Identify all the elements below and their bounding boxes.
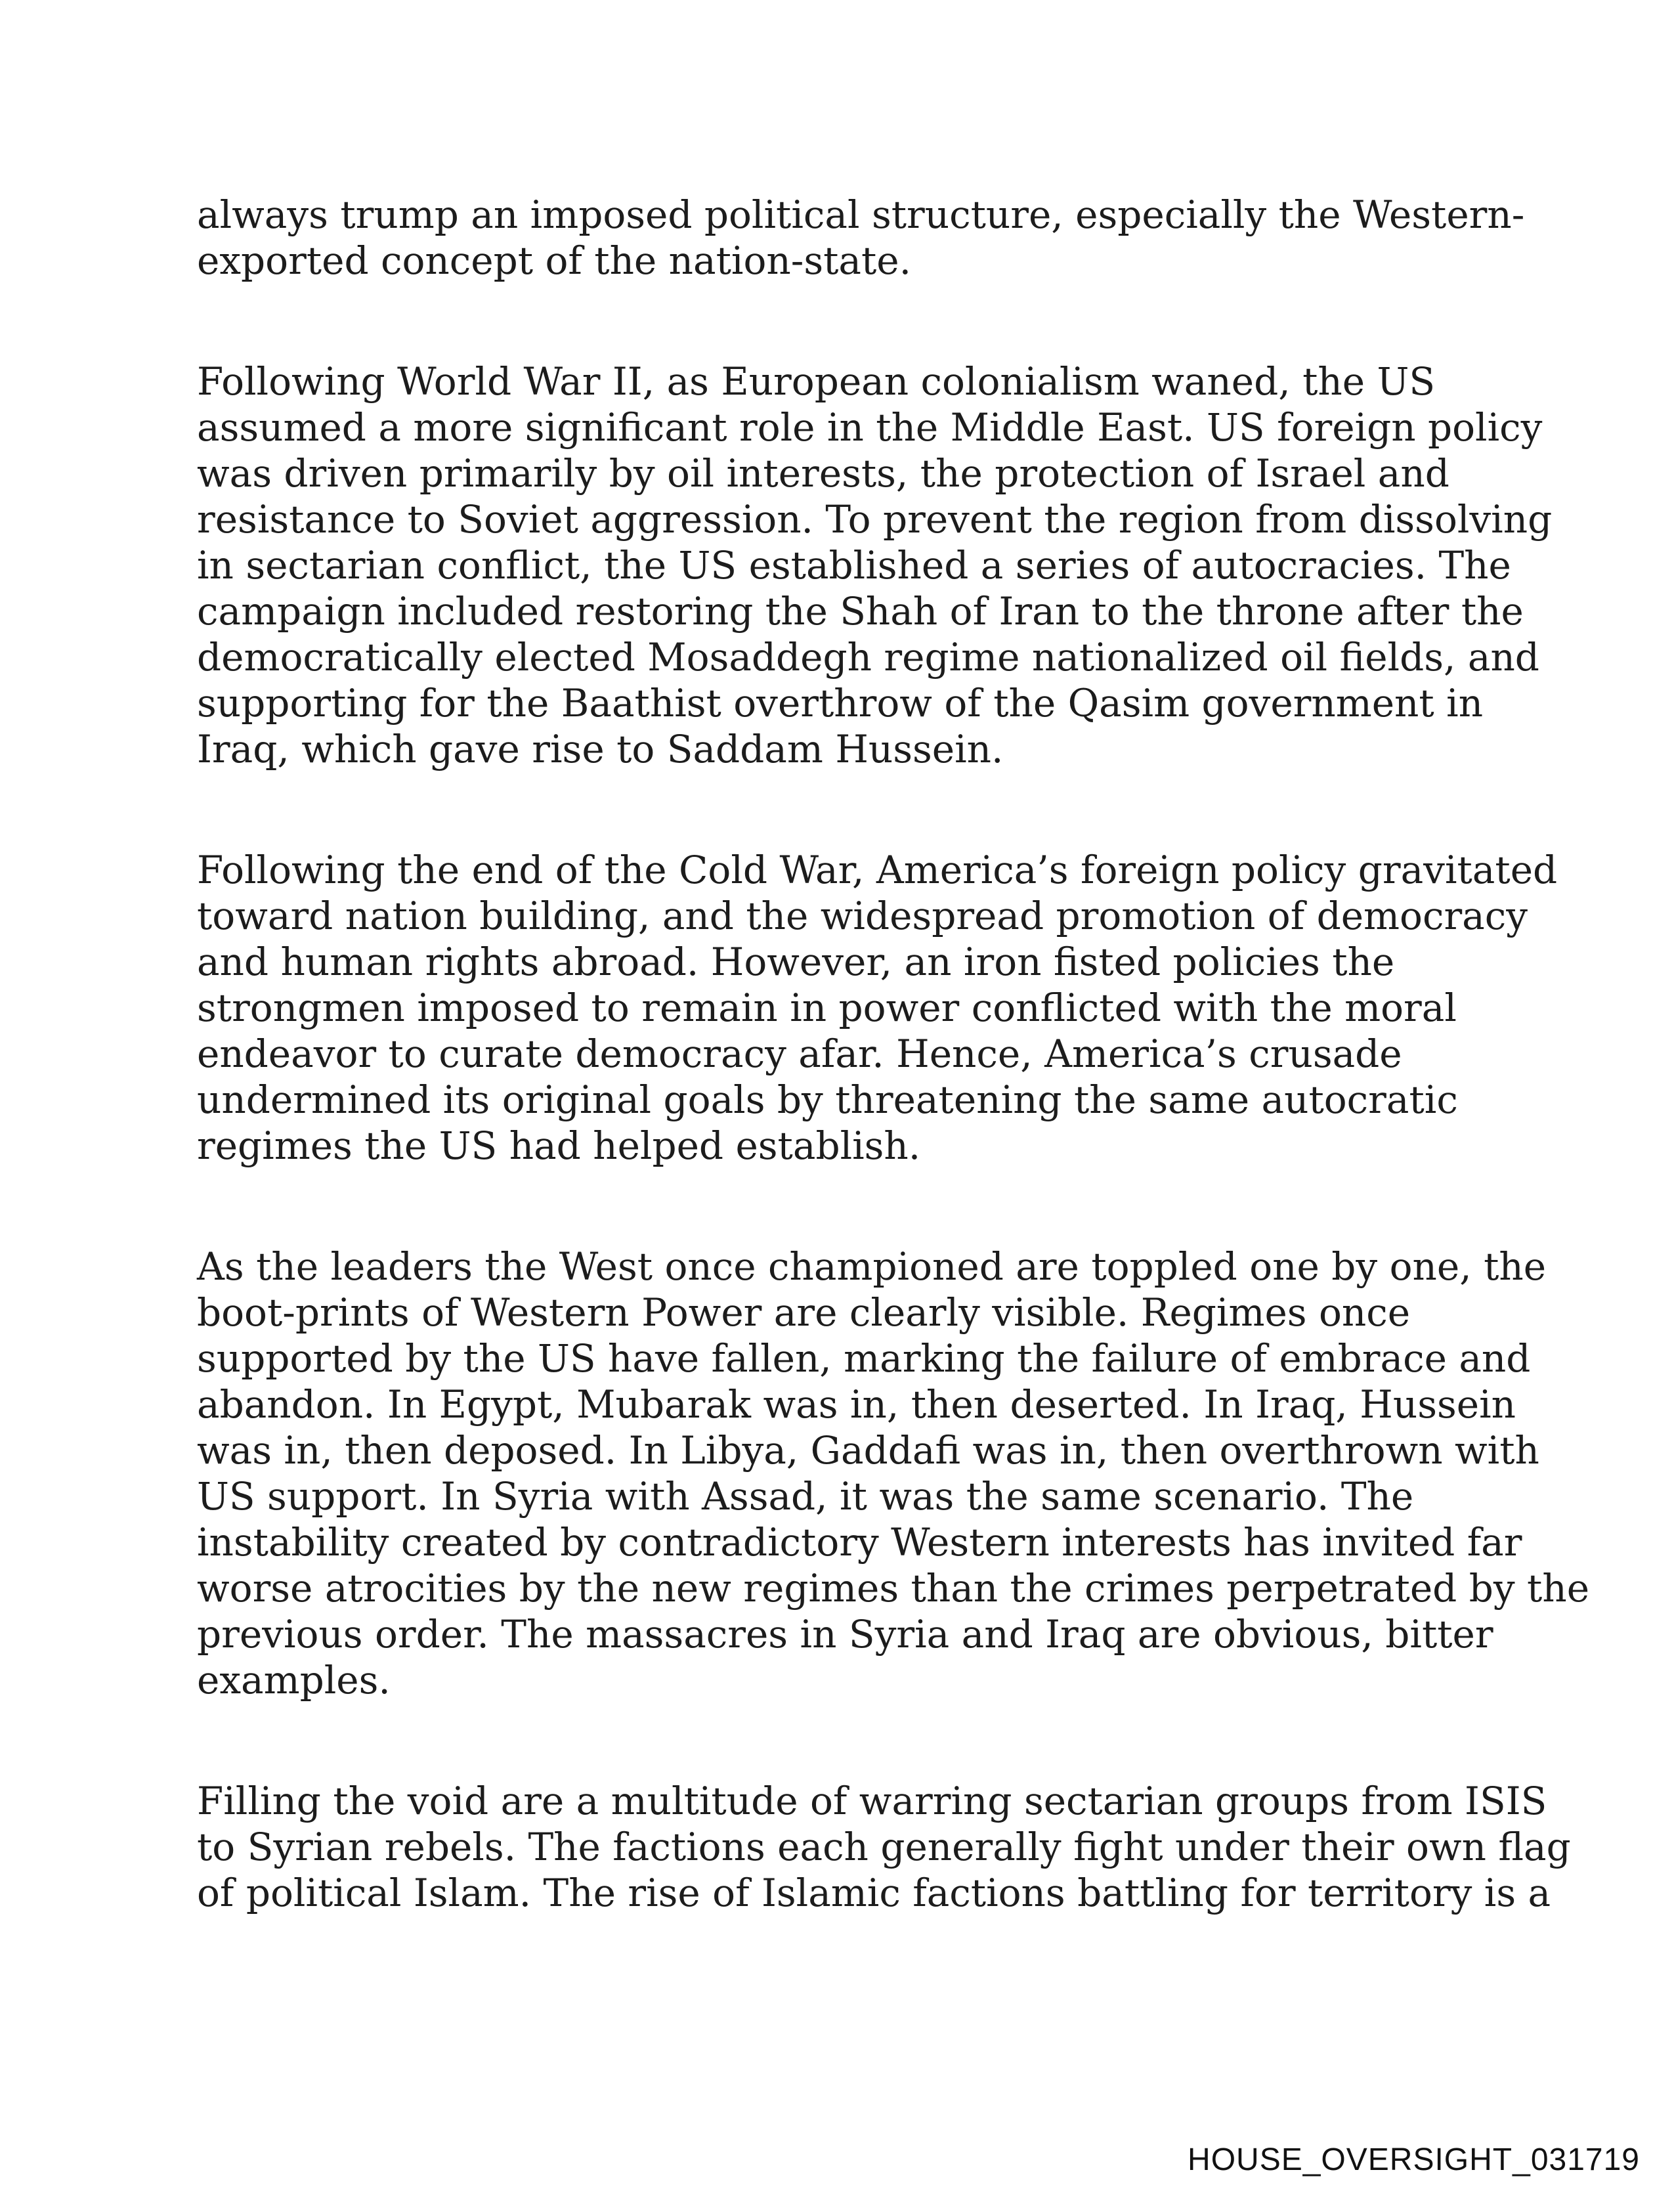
- paragraph-2: [197, 358, 1553, 772]
- text-line: US support. In Syria with Assad, it was the same scenario. The: [197, 1474, 1414, 1519]
- text-line: resistance to Soviet aggression. To prevent the region from dissolving: [197, 497, 1553, 542]
- text-line: Filling the void are a multitude of warring sectarian groups from ISIS: [197, 1779, 1547, 1823]
- text-line: boot-prints of Western Power are clearly visible. Regimes once: [197, 1290, 1411, 1335]
- paragraph-gap: [197, 284, 1510, 358]
- paragraph-list: [197, 192, 1590, 1916]
- paragraph-gap: [197, 1703, 1510, 1778]
- text-line: campaign included restoring the Shah of Iran to the throne after the: [197, 589, 1524, 634]
- text-line: Following World War II, as European colonialism waned, the US: [197, 359, 1436, 404]
- text-line: supporting for the Baathist overthrow of the Qasim government in: [197, 681, 1484, 726]
- text-line: democratically elected Mosaddegh regime nationalized oil fields, and: [197, 635, 1539, 680]
- body-text: [197, 192, 1590, 1916]
- paragraph-gap: [197, 772, 1510, 847]
- text-line: abandon. In Egypt, Mubarak was in, then deserted. In Iraq, Hussein: [197, 1382, 1516, 1427]
- document-id-stamp: HOUSE_OVERSIGHT_031719: [1188, 2142, 1640, 2177]
- text-line: As the leaders the West once championed are toppled one by one, the: [197, 1244, 1547, 1289]
- paragraph-3: [197, 847, 1558, 1169]
- paragraph-5: [197, 1778, 1571, 1916]
- text-line: instability created by contradictory Western interests has invited far: [197, 1520, 1522, 1565]
- text-line: always trump an imposed political structure, especially the Western-: [197, 192, 1525, 237]
- text-line: was in, then deposed. In Libya, Gaddafi was in, then overthrown with: [197, 1428, 1539, 1473]
- text-line: undermined its original goals by threatening the same autocratic: [197, 1077, 1458, 1122]
- text-line: and human rights abroad. However, an iron fisted policies the: [197, 940, 1395, 984]
- text-line: worse atrocities by the new regimes than the crimes perpetrated by the: [197, 1566, 1590, 1611]
- text-line: endeavor to curate democracy afar. Hence, America’s crusade: [197, 1031, 1402, 1076]
- text-line: was driven primarily by oil interests, the protection of Israel and: [197, 451, 1449, 496]
- text-line: assumed a more significant role in the Middle East. US foreign policy: [197, 405, 1543, 450]
- text-line: examples.: [197, 1658, 391, 1702]
- text-line: Following the end of the Cold War, America’s foreign policy gravitated: [197, 848, 1558, 892]
- text-line: regimes the US had helped establish.: [197, 1123, 921, 1168]
- text-line: supported by the US have fallen, marking the failure of embrace and: [197, 1336, 1531, 1381]
- text-line: to Syrian rebels. The factions each generally fight under their own flag: [197, 1825, 1571, 1869]
- text-line: toward nation building, and the widespread promotion of democracy: [197, 894, 1528, 938]
- paragraph-gap: [197, 1169, 1510, 1244]
- text-line: strongmen imposed to remain in power conflicted with the moral: [197, 986, 1457, 1030]
- text-line: Iraq, which gave rise to Saddam Hussein.: [197, 727, 1004, 771]
- text-line: in sectarian conflict, the US established a series of autocracies. The: [197, 543, 1511, 588]
- paragraph-1: [197, 192, 1525, 284]
- text-line: exported concept of the nation-state.: [197, 238, 912, 283]
- text-line: of political Islam. The rise of Islamic factions battling for territory is a: [197, 1871, 1551, 1915]
- paragraph-4: [197, 1244, 1590, 1703]
- text-line: previous order. The massacres in Syria and Iraq are obvious, bitter: [197, 1612, 1493, 1657]
